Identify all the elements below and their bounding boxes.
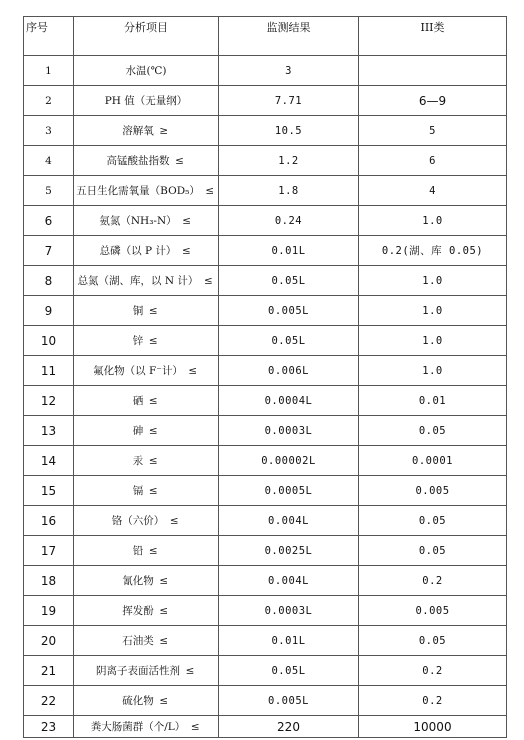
row-serial-no: 23 (24, 716, 74, 738)
row-monitoring-result: 10.5 (219, 116, 359, 146)
item-name: 阴离子表面活性剂 (96, 665, 180, 677)
item-comparison-symbol: ≤ (204, 274, 213, 287)
row-analysis-item (74, 506, 219, 536)
item-cell-content (74, 303, 218, 318)
item-cell-content (74, 423, 218, 438)
item-comparison-symbol: ≤ (185, 664, 195, 677)
row-analysis-item (74, 446, 219, 476)
row-serial-no: 7 (24, 236, 74, 266)
item-name: 氨氮（NH₃-N） (99, 215, 177, 227)
row-analysis-item (74, 326, 219, 356)
row-class-iii-standard: 0.005 (359, 476, 507, 506)
row-class-iii-standard: 6 (359, 146, 507, 176)
table-row (24, 386, 507, 416)
row-analysis-item (74, 56, 219, 86)
row-monitoring-result: 0.004L (219, 506, 359, 536)
item-cell-content (74, 153, 218, 168)
row-analysis-item (74, 176, 219, 206)
item-name: 溶解氧 (122, 125, 154, 137)
item-cell-content (74, 93, 218, 108)
item-cell-content (74, 663, 218, 678)
header-analysis-item: 分析项目 (74, 17, 219, 56)
item-comparison-symbol: ≤ (169, 514, 179, 527)
table-row (24, 416, 507, 446)
table-row (24, 596, 507, 626)
table-row (24, 56, 507, 86)
item-cell-content (74, 333, 218, 348)
table-row (24, 146, 507, 176)
row-class-iii-standard: 1.0 (359, 266, 507, 296)
row-monitoring-result: 1.2 (219, 146, 359, 176)
row-serial-no: 19 (24, 596, 74, 626)
row-serial-no: 13 (24, 416, 74, 446)
item-comparison-symbol: ≤ (190, 720, 200, 733)
row-serial-no: 22 (24, 686, 74, 716)
item-name: 硫化物 (122, 695, 154, 707)
row-analysis-item (74, 116, 219, 146)
table-row (24, 296, 507, 326)
item-comparison-symbol: ≤ (205, 184, 215, 197)
item-cell-content (74, 363, 218, 378)
row-class-iii-standard: 0.05 (359, 416, 507, 446)
item-comparison-symbol: ≤ (159, 694, 169, 707)
row-class-iii-standard: 1.0 (359, 206, 507, 236)
table-row (24, 536, 507, 566)
row-analysis-item (74, 146, 219, 176)
item-cell-content (74, 273, 218, 288)
item-comparison-symbol: ≤ (159, 574, 169, 587)
row-class-iii-standard: 0.0001 (359, 446, 507, 476)
row-serial-no: 16 (24, 506, 74, 536)
item-cell-content (74, 573, 218, 588)
row-class-iii-standard: 6—9 (359, 86, 507, 116)
row-class-iii-standard: 0.05 (359, 506, 507, 536)
row-serial-no: 5 (24, 176, 74, 206)
row-monitoring-result: 0.006L (219, 356, 359, 386)
row-monitoring-result: 0.0004L (219, 386, 359, 416)
row-monitoring-result: 0.01L (219, 626, 359, 656)
item-comparison-symbol: ≤ (159, 604, 169, 617)
item-cell-content (74, 123, 218, 138)
table-row (24, 446, 507, 476)
item-comparison-symbol: ≤ (182, 214, 192, 227)
item-name: 硒 (132, 395, 144, 407)
row-serial-no: 20 (24, 626, 74, 656)
item-comparison-symbol: ≤ (148, 304, 158, 317)
item-name: PH 值（无量纲） (104, 95, 188, 107)
table-row (24, 236, 507, 266)
row-class-iii-standard: 4 (359, 176, 507, 206)
table-row (24, 686, 507, 716)
row-class-iii-standard: 10000 (359, 716, 507, 738)
row-analysis-item (74, 476, 219, 506)
item-name: 汞 (132, 455, 144, 467)
row-serial-no: 8 (24, 266, 74, 296)
row-class-iii-standard: 0.05 (359, 626, 507, 656)
item-cell-content (74, 513, 218, 528)
item-comparison-symbol: ≤ (148, 424, 158, 437)
table-row (24, 656, 507, 686)
row-analysis-item (74, 656, 219, 686)
table-row (24, 626, 507, 656)
row-class-iii-standard: 1.0 (359, 356, 507, 386)
item-name: 水温(℃) (125, 65, 167, 77)
row-analysis-item (74, 86, 219, 116)
item-cell-content (74, 543, 218, 558)
item-comparison-symbol: ≤ (148, 394, 158, 407)
item-name: 氰化物 (122, 575, 154, 587)
item-name: 砷 (132, 425, 144, 437)
row-analysis-item (74, 686, 219, 716)
water-quality-table (23, 16, 507, 738)
item-cell-content (74, 63, 218, 78)
row-monitoring-result: 220 (219, 716, 359, 738)
row-analysis-item (74, 716, 219, 738)
row-serial-no: 4 (24, 146, 74, 176)
row-monitoring-result: 0.05L (219, 326, 359, 356)
row-serial-no: 1 (24, 56, 74, 86)
item-name: 氟化物（以 F⁻计） (93, 365, 183, 377)
row-serial-no: 15 (24, 476, 74, 506)
row-monitoring-result: 3 (219, 56, 359, 86)
row-monitoring-result: 0.01L (219, 236, 359, 266)
row-class-iii-standard: 0.2 (359, 656, 507, 686)
table-row (24, 266, 507, 296)
item-cell-content (74, 483, 218, 498)
item-cell-content (74, 243, 218, 258)
row-monitoring-result: 7.71 (219, 86, 359, 116)
row-analysis-item (74, 206, 219, 236)
row-class-iii-standard: 0.01 (359, 386, 507, 416)
row-analysis-item (74, 266, 219, 296)
row-serial-no: 9 (24, 296, 74, 326)
item-comparison-symbol: ≤ (148, 454, 158, 467)
row-monitoring-result: 0.0025L (219, 536, 359, 566)
row-monitoring-result: 0.05L (219, 656, 359, 686)
table-row (24, 206, 507, 236)
item-name: 高锰酸盐指数 (106, 155, 170, 167)
item-name: 粪大肠菌群（个/L） (90, 721, 186, 733)
item-comparison-symbol: ≤ (159, 634, 169, 647)
item-cell-content (74, 393, 218, 408)
row-monitoring-result: 0.005L (219, 686, 359, 716)
item-cell-content (74, 603, 218, 618)
row-serial-no: 11 (24, 356, 74, 386)
item-comparison-symbol: ≤ (181, 244, 191, 257)
table-row (24, 356, 507, 386)
row-analysis-item (74, 596, 219, 626)
table-row (24, 476, 507, 506)
row-monitoring-result: 0.0003L (219, 416, 359, 446)
item-comparison-symbol: ≤ (175, 154, 184, 167)
row-analysis-item (74, 626, 219, 656)
item-name: 铬（六价） (111, 515, 165, 527)
row-monitoring-result: 1.8 (219, 176, 359, 206)
item-name: 总磷（以 P 计） (99, 245, 177, 257)
item-name: 总氮（湖、库，以 N 计） (77, 275, 199, 287)
item-cell-content (74, 213, 218, 228)
row-class-iii-standard: 0.05 (359, 536, 507, 566)
row-monitoring-result: 0.0003L (219, 596, 359, 626)
row-class-iii-standard: 0.2 (359, 566, 507, 596)
row-serial-no: 3 (24, 116, 74, 146)
table-row (24, 716, 507, 738)
row-analysis-item (74, 566, 219, 596)
row-class-iii-standard (359, 56, 507, 86)
row-monitoring-result: 0.24 (219, 206, 359, 236)
item-cell-content (74, 183, 218, 198)
row-analysis-item (74, 416, 219, 446)
row-monitoring-result: 0.05L (219, 266, 359, 296)
row-serial-no: 14 (24, 446, 74, 476)
table-row (24, 176, 507, 206)
item-name: 铜 (132, 305, 144, 317)
row-monitoring-result: 0.0005L (219, 476, 359, 506)
item-cell-content (74, 719, 218, 734)
row-class-iii-standard: 5 (359, 116, 507, 146)
row-serial-no: 21 (24, 656, 74, 686)
table-row (24, 116, 507, 146)
table-row (24, 326, 507, 356)
item-comparison-symbol: ≤ (188, 364, 198, 377)
row-analysis-item (74, 296, 219, 326)
header-monitoring-result: 监测结果 (219, 17, 359, 56)
item-cell-content (74, 633, 218, 648)
table-row (24, 566, 507, 596)
item-cell-content (74, 453, 218, 468)
item-name: 挥发酚 (122, 605, 154, 617)
row-monitoring-result: 0.00002L (219, 446, 359, 476)
row-class-iii-standard: 1.0 (359, 326, 507, 356)
row-class-iii-standard: 0.005 (359, 596, 507, 626)
item-comparison-symbol: ≥ (159, 124, 169, 137)
row-class-iii-standard: 1.0 (359, 296, 507, 326)
row-class-iii-standard: 0.2(湖、库 0.05) (359, 236, 507, 266)
item-name: 五日生化需氧量（BOD₅） (76, 185, 200, 197)
item-cell-content (74, 693, 218, 708)
row-analysis-item (74, 536, 219, 566)
row-analysis-item (74, 386, 219, 416)
row-serial-no: 2 (24, 86, 74, 116)
header-serial-no: 序号 (24, 17, 74, 56)
row-serial-no: 12 (24, 386, 74, 416)
row-serial-no: 10 (24, 326, 74, 356)
row-serial-no: 17 (24, 536, 74, 566)
item-name: 镉 (132, 485, 144, 497)
row-class-iii-standard: 0.2 (359, 686, 507, 716)
table-row (24, 506, 507, 536)
table-header-row (24, 17, 507, 56)
item-name: 铅 (132, 545, 144, 557)
row-serial-no: 18 (24, 566, 74, 596)
table-row (24, 86, 507, 116)
row-monitoring-result: 0.004L (219, 566, 359, 596)
row-analysis-item (74, 356, 219, 386)
row-analysis-item (74, 236, 219, 266)
item-name: 锌 (132, 335, 144, 347)
item-comparison-symbol: ≤ (148, 484, 158, 497)
row-monitoring-result: 0.005L (219, 296, 359, 326)
row-serial-no: 6 (24, 206, 74, 236)
item-name: 石油类 (122, 635, 154, 647)
item-comparison-symbol: ≤ (148, 544, 158, 557)
item-comparison-symbol: ≤ (148, 334, 158, 347)
header-class-iii-standard: III类 (359, 17, 507, 56)
